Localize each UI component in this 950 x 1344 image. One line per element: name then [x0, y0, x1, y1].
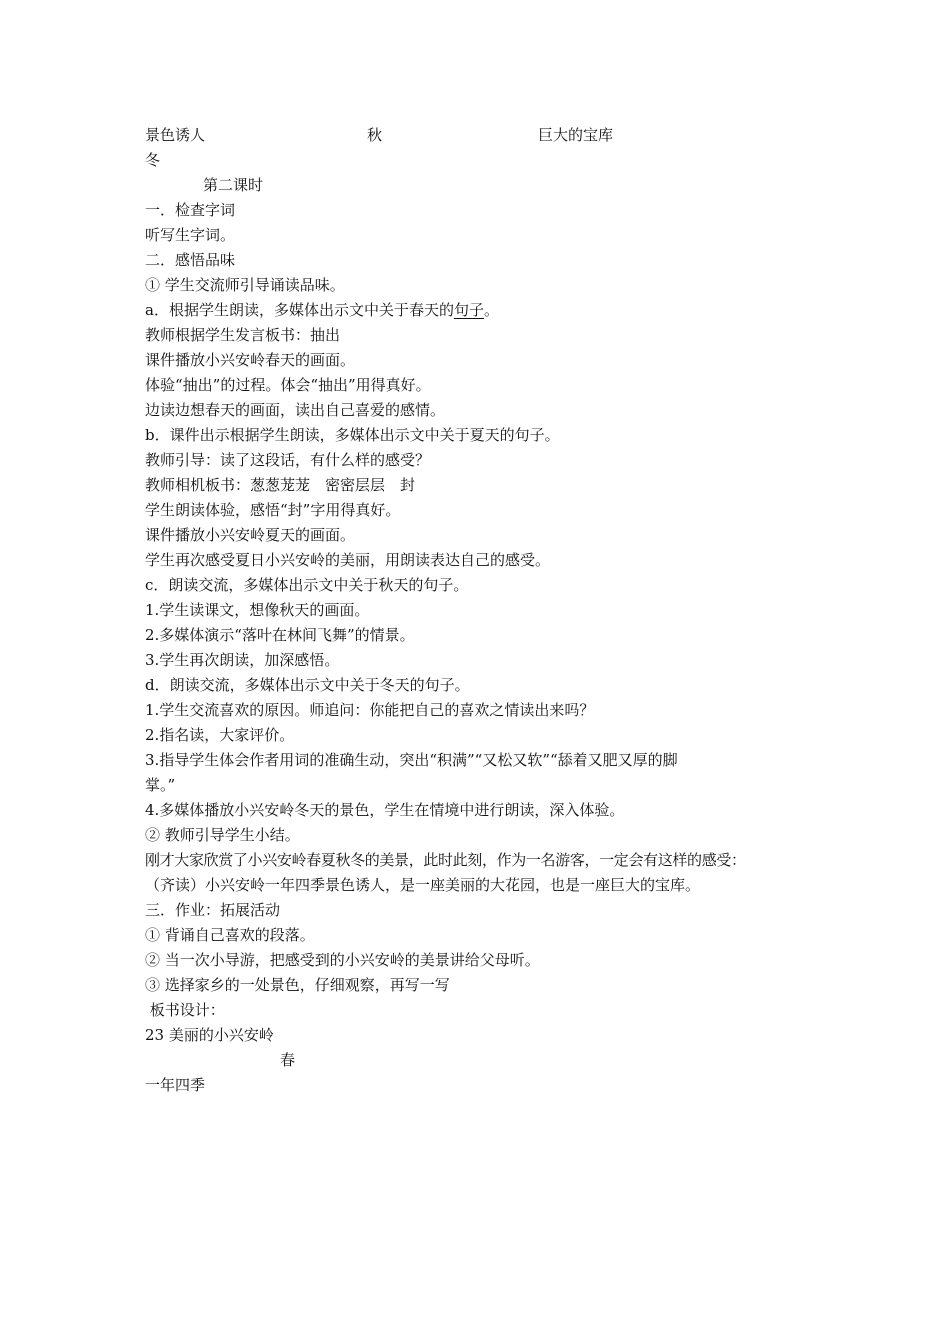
homework-item: ① 背诵自己喜欢的段落。: [145, 926, 315, 944]
winter-line-item3: 3.指导学生体会作者用词的准确生动，突出“积满”“又松又软”“舔着又肥又厚的脚: [145, 751, 678, 769]
section-1-body: 听写生字词。: [145, 226, 236, 244]
summary-line: （齐读）小兴安岭一年四季景色诱人，是一座美丽的大花园，也是一座巨大的宝库。: [145, 876, 701, 894]
spring-line: 课件播放小兴安岭春天的画面。: [145, 351, 356, 369]
board-fragment-autumn: 秋: [367, 126, 383, 144]
winter-line-item4: 4.多媒体播放小兴安岭冬天的景色，学生在情境中进行朗读，深入体验。: [145, 801, 625, 819]
winter-item-d: d．朗读交流，多媒体出示文中关于冬天的句子。: [145, 676, 470, 694]
autumn-line: 2.多媒体演示“落叶在林间飞舞”的情景。: [145, 626, 415, 644]
summer-line: 学生再次感受夏日小兴安岭的美丽，用朗读表达自己的感受。: [145, 551, 551, 569]
summary-title: ② 教师引导学生小结。: [145, 826, 300, 844]
spring-line: 教师根据学生发言板书：抽出: [145, 326, 341, 344]
homework-item: ② 当一次小导游，把感受到的小兴安岭的美景讲给父母听。: [145, 951, 540, 969]
winter-line: 1.学生交流喜欢的原因。师追问：你能把自己的喜欢之情读出来吗？: [145, 701, 595, 719]
spring-line: 体验“抽出”的过程。体会“抽出”用得真好。: [145, 376, 431, 394]
board-design-spring: 春: [280, 1051, 296, 1069]
section-2-intro: ① 学生交流师引导诵读品味。: [145, 276, 345, 294]
board-fragment-treasury: 巨大的宝库: [538, 126, 614, 144]
summary-line: 刚才大家欣赏了小兴安岭春夏秋冬的美景，此时此刻，作为一名游客，一定会有这样的感受：: [145, 851, 746, 869]
homework-item: ③ 选择家乡的一处景色，仔细观察，再写一写: [145, 976, 450, 994]
section-1-title: 一．检查字词: [145, 201, 236, 219]
spring-item-a-end: 。: [483, 301, 499, 319]
section-3-title: 三．作业：拓展活动: [145, 901, 281, 919]
board-fragment-winter: 冬: [145, 151, 161, 169]
board-design-title: 23 美丽的小兴安岭: [145, 1026, 274, 1044]
section-2-title: 二．感悟品味: [145, 251, 236, 269]
lesson-title: 第二课时: [203, 176, 264, 194]
board-design-four-seasons: 一年四季: [145, 1076, 206, 1094]
summer-line: 课件播放小兴安岭夏天的画面。: [145, 526, 356, 544]
summer-line: 教师引导：读了这段话，有什么样的感受？: [145, 451, 431, 469]
spring-item-a-text: a．根据学生朗读，多媒体出示文中关于春天的: [145, 301, 454, 319]
winter-line: 2.指名读，大家评价。: [145, 726, 295, 744]
autumn-line: 3.学生再次朗读，加深感悟。: [145, 651, 340, 669]
board-fragment-scenery: 景色诱人: [145, 126, 206, 144]
winter-line-item3-cont: 掌。”: [145, 776, 176, 794]
spring-line: 边读边想春天的画面，读出自己喜爱的感情。: [145, 401, 446, 419]
summer-line: 教师相机板书：葱葱茏茏 密密层层 封: [145, 476, 416, 494]
spring-item-a: [145, 298, 815, 323]
autumn-item-c: c．朗读交流，多媒体出示文中关于秋天的句子。: [145, 576, 469, 594]
spring-item-a-underlined: 句子: [453, 301, 484, 319]
summer-item-b: b．课件出示根据学生朗读，多媒体出示文中关于夏天的句子。: [145, 426, 560, 444]
board-design-label: 板书设计：: [145, 1001, 225, 1019]
summer-line: 学生朗读体验，感悟“封”字用得真好。: [145, 501, 401, 519]
autumn-line: 1.学生读课文，想像秋天的画面。: [145, 601, 370, 619]
